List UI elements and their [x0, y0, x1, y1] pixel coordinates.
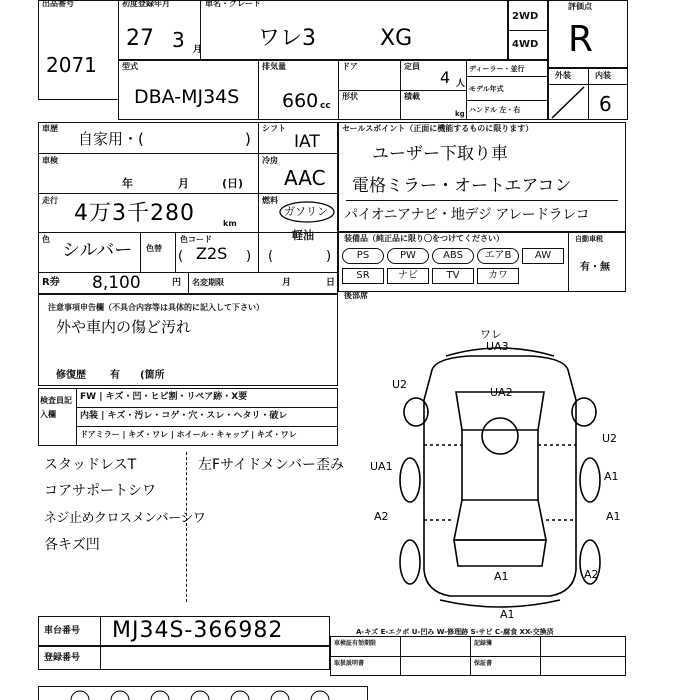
name-change-month: 月 [282, 278, 292, 288]
exterior-label: 外装 [555, 71, 571, 80]
tax-value: 有・無 [580, 262, 610, 273]
inspection-key-row-1: FW | キズ・凹・ヒビ割・リペア跡・X要 [80, 392, 248, 402]
history-label: 車歴 [42, 124, 58, 133]
divider [258, 60, 259, 120]
mileage-value: 4万3千280 [74, 201, 195, 226]
fuel-circle [278, 200, 336, 224]
color-label: 色 [42, 235, 50, 244]
score-label: 評価点 [568, 2, 592, 11]
model-name-label: 車名・グレード [205, 0, 261, 8]
recycle-label: R券 [42, 277, 60, 288]
divider [588, 68, 589, 120]
doc-label-2: 記録簿 [474, 640, 493, 647]
equipment-item: カワ [477, 268, 519, 284]
first-reg-year: 27 [126, 26, 154, 51]
bottom-circles [60, 688, 360, 700]
divider [38, 153, 338, 154]
loading-unit: kg [455, 110, 465, 118]
reg-no-row [38, 646, 330, 670]
inspector-note-right-1: 左Fサイドメンバー歪み [198, 457, 344, 473]
displacement-unit: cc [320, 101, 331, 111]
divider [258, 122, 259, 272]
car-diagram [370, 330, 630, 620]
inspector-note-2: コアサポートシワ [44, 483, 156, 499]
inspection-month: 月 [178, 177, 189, 190]
capacity: 4 [440, 68, 451, 87]
diagram-mark: A1 [606, 510, 621, 523]
equipment-item: ABS [432, 248, 474, 264]
divider [76, 426, 338, 427]
equipment-item: PS [342, 248, 384, 264]
repair-place: (箇所 [140, 370, 165, 381]
divider [175, 232, 176, 272]
divider [38, 193, 338, 194]
paren: ) [246, 249, 252, 264]
equipment-extra-label: 後部席 [344, 291, 368, 300]
inspection-key-row-2: 内装 | キズ・汚レ・コゲ・穴・スレ・ヘタリ・破レ [80, 411, 288, 421]
reg-no-label: 登録番号 [44, 653, 81, 663]
inspection-label: 車検 [42, 156, 58, 165]
entry-no: 2071 [46, 53, 97, 77]
handle-label: ハンドル 左・右 [469, 106, 521, 114]
diagram-top-label-1: ワレ [480, 330, 502, 341]
divider [330, 656, 626, 657]
sales-underline [346, 200, 618, 201]
equipment-item: エアB [477, 248, 519, 264]
inspection-key-row-3: ドアミラー | キズ・ワレ | ホイール・キャップ | キズ・ワレ [80, 430, 297, 439]
inspector-note-1: スタッドレスT [44, 457, 137, 473]
interior-label: 内装 [595, 71, 611, 80]
diagram-mark: U2 [392, 378, 408, 391]
first-reg-label: 初度登録年月 [122, 0, 170, 8]
shape-label: 形状 [342, 92, 358, 101]
sales-line-2: 電格ミラー・オートエアコン [352, 176, 572, 196]
grade: XG [380, 26, 413, 51]
history-close: ) [245, 130, 251, 148]
chassis-value: MJ34S-366982 [112, 618, 284, 643]
doc-label-4: 保証書 [474, 660, 493, 667]
tax-label: 自動車税 [575, 235, 603, 243]
ac-value: AAC [284, 166, 326, 190]
equipment-label: 装備品（純正品に限り〇をつけてください） [344, 234, 504, 243]
equipment-item: PW [387, 248, 429, 264]
color-change-label: 色替 [146, 244, 162, 253]
model-code-label: 型式 [122, 62, 138, 71]
capacity-unit: 人 [456, 79, 466, 89]
color-code-label: 色コード [180, 235, 212, 244]
score: R [568, 19, 594, 60]
diagram-top-label-2: UA3 [486, 340, 509, 353]
divider [76, 407, 338, 408]
name-change-label: 名変期限 [192, 278, 224, 287]
diagram-mark: U2 [602, 432, 618, 445]
color-value: シルバー [62, 240, 133, 261]
history-value: 自家用・( [78, 130, 144, 148]
sales-points-label: セールスポイント（正面に機能するものに限ります） [342, 124, 534, 133]
doors-label: ドア [342, 62, 358, 71]
displacement: 660 [282, 90, 319, 112]
diagram-mark: A1 [500, 608, 515, 620]
interior-value: 6 [599, 92, 612, 116]
mileage-unit: km [223, 219, 237, 228]
paren: ( [178, 249, 184, 264]
chassis-label: 車台番号 [44, 626, 81, 636]
model-code: DBA-MJ34S [134, 86, 240, 108]
inspector-divider [186, 452, 187, 602]
fuel-label: 燃料 [262, 196, 278, 205]
entry-no-label: 出品番号 [42, 0, 74, 8]
capacity-label: 定員 [404, 62, 420, 71]
doc-label-3: 取扱説明書 [334, 660, 365, 667]
diagram-mark: A2 [374, 510, 389, 523]
diagram-mark: UA2 [490, 386, 513, 399]
sales-line-3: パイオニアナビ・地デジ アレードラレコ [344, 207, 590, 223]
shift-label: シフト [262, 124, 286, 133]
divider [568, 232, 569, 292]
mileage-label: 走行 [42, 196, 58, 205]
divider [466, 60, 467, 120]
drive-4wd: 4WD [512, 39, 539, 50]
repair-label: 修復歴 [56, 370, 86, 381]
name-change-day: 日 [326, 278, 336, 288]
divider [188, 272, 189, 294]
notes-label: 注意事項申告欄（不具合内容等は具体的に記入して下さい） [48, 303, 264, 312]
divider [140, 232, 141, 272]
month-unit: 月 [193, 45, 203, 55]
divider [466, 76, 548, 77]
displacement-label: 排気量 [262, 62, 286, 71]
equipment-item: TV [432, 268, 474, 284]
repair-value: 有 [110, 370, 120, 381]
divider [338, 90, 466, 91]
doc-label-1: 車検証有効期限 [334, 640, 377, 647]
model-name: ワレ3 [258, 26, 316, 51]
sales-line-1: ユーザー下取り車 [372, 144, 508, 164]
ac-label: 冷房 [262, 156, 278, 165]
recycle-value: 8,100 [92, 273, 141, 293]
model-year-label: モデル年式 [469, 85, 504, 93]
inspector-note-4: 各キズ凹 [44, 537, 100, 553]
shift-value: IAT [294, 132, 320, 152]
divider [76, 388, 77, 446]
fuel-diesel: 軽油 [292, 229, 314, 242]
divider [470, 636, 471, 676]
equipment-item: ナビ [387, 268, 429, 284]
inspection-keys-label: 検査員記入欄 [40, 396, 72, 419]
diagram-legend: A-キズ E-エクボ U-凹み W-修理跡 S-サビ C-腐食 XX-交換済 [356, 628, 554, 636]
divider [400, 636, 401, 676]
inspection-day: (日) [222, 177, 244, 190]
recycle-unit: 円 [172, 278, 182, 288]
fuel-gasoline: ガソリン [284, 205, 328, 218]
color-code: Z2S [196, 244, 228, 263]
divider [508, 30, 548, 31]
diagram-mark: A1 [494, 570, 509, 583]
paren: ) [326, 249, 332, 264]
paren: ( [268, 249, 274, 264]
diagram-mark: A2 [584, 568, 599, 581]
divider [540, 636, 541, 676]
inspector-note-3: ネジ止めクロスメンバーシワ [44, 511, 206, 526]
dealer-label: ディーラー・並行 [469, 65, 525, 73]
header-left-panel [38, 0, 118, 100]
diagram-mark: UA1 [370, 460, 393, 473]
drive-2wd: 2WD [512, 11, 539, 22]
loading-label: 積載 [404, 92, 420, 101]
diagram-mark: A1 [604, 470, 619, 483]
inspection-year: 年 [122, 177, 133, 190]
equipment-item: SR [342, 268, 384, 284]
notes-text: 外や車内の傷ど汚れ [56, 318, 192, 336]
divider [466, 100, 548, 101]
first-reg-month: 3 [172, 28, 185, 52]
exterior-slash [548, 84, 588, 120]
equipment-item: AW [522, 248, 564, 264]
